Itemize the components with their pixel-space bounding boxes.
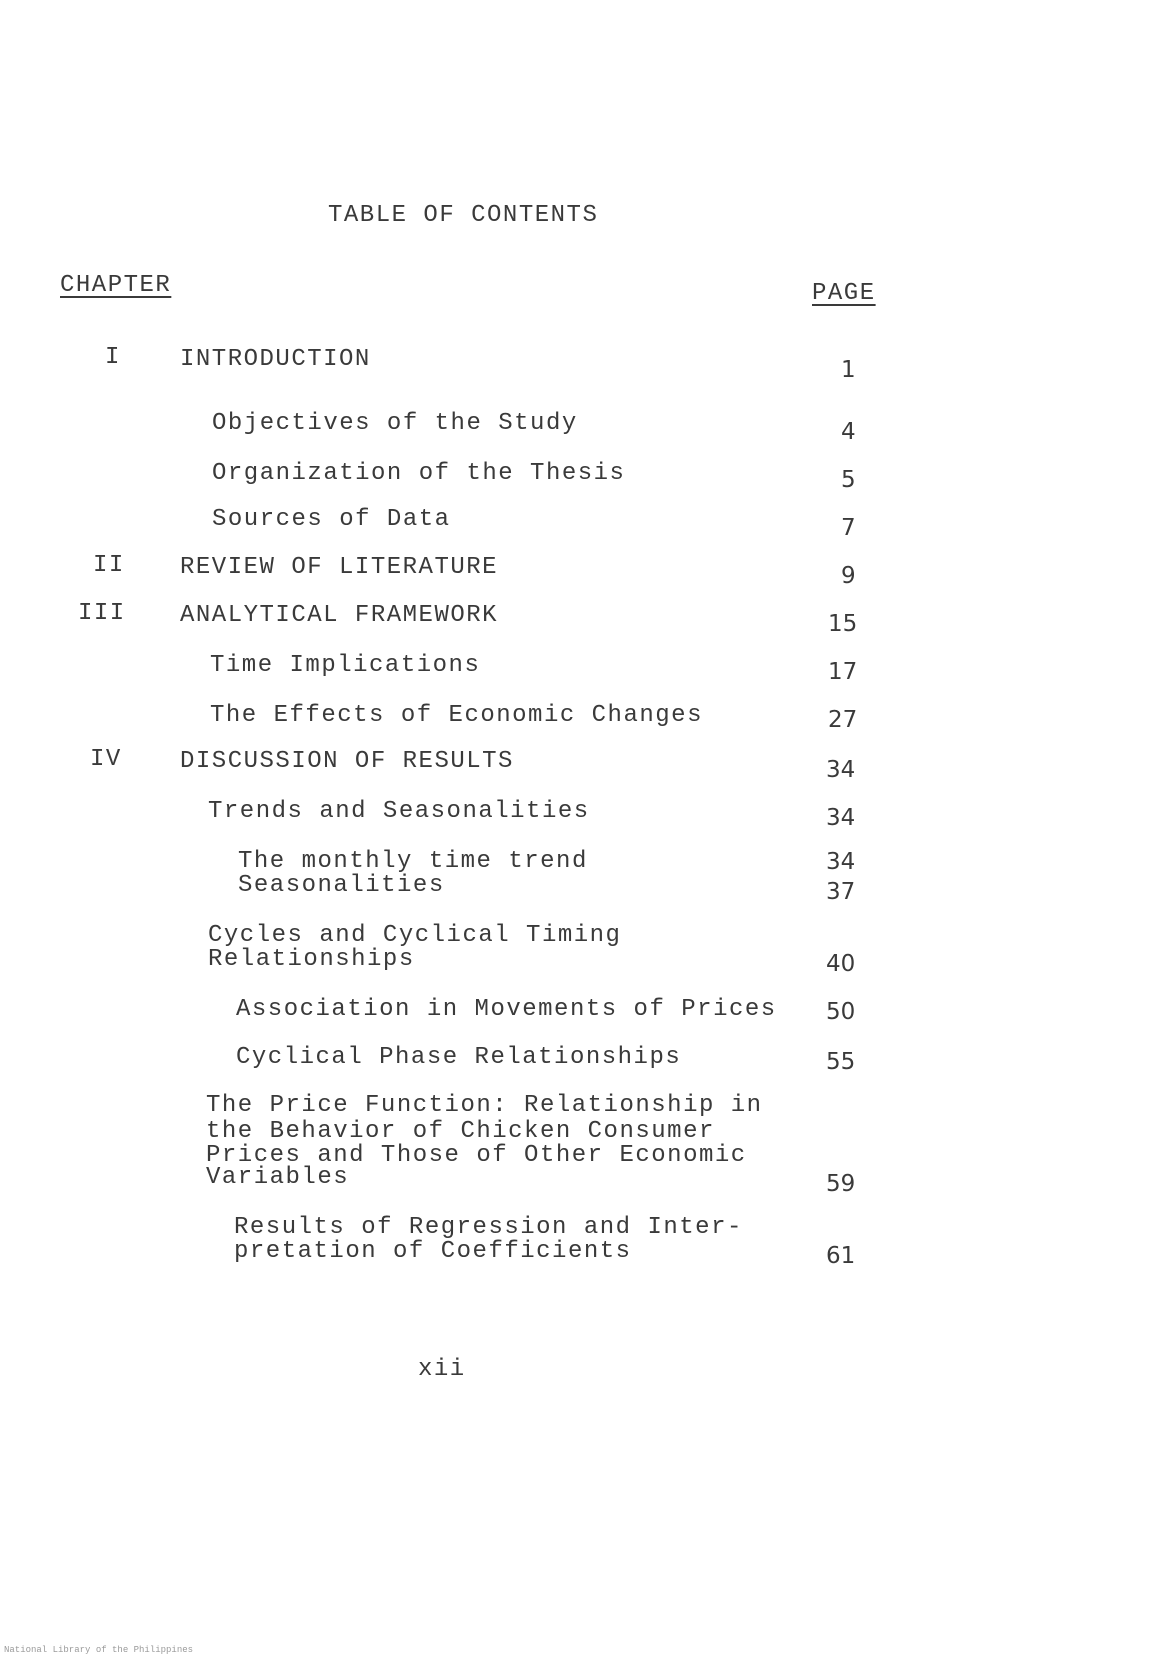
- toc-entry-page: 7: [841, 515, 856, 541]
- toc-entry-title: Organization of the Thesis: [212, 460, 626, 487]
- toc-entry-title: DISCUSSION OF RESULTS: [180, 748, 514, 775]
- toc-entry-title: The monthly time trend: [238, 848, 588, 875]
- page-title: TABLE OF CONTENTS: [328, 202, 599, 229]
- toc-entry-page: 61: [826, 1243, 856, 1269]
- chapter-number: II: [93, 552, 125, 579]
- toc-entry-title: Objectives of the Study: [212, 410, 578, 437]
- toc-entry-title: Trends and Seasonalities: [208, 798, 590, 825]
- toc-entry-title: the Behavior of Chicken Consumer: [206, 1118, 715, 1145]
- toc-entry-page: 34: [826, 757, 856, 783]
- toc-entry-title: Variables: [206, 1164, 350, 1191]
- toc-entry-title: Prices and Those of Other Economic: [206, 1142, 747, 1169]
- toc-entry-page: 59: [826, 1171, 856, 1197]
- toc-entry-title: The Effects of Economic Changes: [210, 702, 703, 729]
- toc-entry-page: 34: [826, 849, 856, 875]
- toc-entry-title: Seasonalities: [238, 872, 445, 899]
- toc-entry-page: 55: [826, 1049, 856, 1075]
- toc-entry-page: 5: [841, 467, 856, 493]
- page-column-header: PAGE: [812, 280, 876, 307]
- toc-entry-page: 34: [826, 805, 856, 831]
- toc-entry-page: 15: [828, 611, 858, 637]
- toc-entry-title: Association in Movements of Prices: [236, 996, 777, 1023]
- toc-entry-page: 37: [826, 879, 856, 905]
- chapter-number: IV: [90, 746, 122, 773]
- page-number: xii: [418, 1356, 466, 1383]
- chapter-number: I: [105, 344, 121, 371]
- toc-entry-title: REVIEW OF LITERATURE: [180, 554, 499, 581]
- toc-entry-title: ANALYTICAL FRAMEWORK: [180, 602, 499, 629]
- chapter-column-header: CHAPTER: [60, 272, 172, 299]
- toc-entry-title: Time Implications: [210, 652, 481, 679]
- toc-entry-page: 17: [828, 659, 858, 685]
- toc-entry-title: pretation of Coefficients: [234, 1238, 632, 1265]
- toc-entry-title: INTRODUCTION: [180, 346, 371, 373]
- toc-entry-title: The Price Function: Relationship in: [206, 1092, 763, 1119]
- toc-entry-page: 1: [841, 357, 856, 383]
- toc-entry-page: 50: [826, 999, 856, 1025]
- toc-entry-title: Results of Regression and Inter-: [234, 1214, 743, 1241]
- chapter-number: III: [78, 600, 126, 627]
- toc-entry-page: 9: [841, 563, 856, 589]
- toc-entry-page: 4: [841, 419, 856, 445]
- toc-entry-title: Cyclical Phase Relationships: [236, 1044, 682, 1071]
- toc-entry-page: 40: [826, 951, 856, 977]
- toc-entry-page: 27: [828, 707, 858, 733]
- toc-entry-title: Relationships: [208, 946, 415, 973]
- footer-text: National Library of the Philippines: [4, 1645, 194, 1655]
- toc-entry-title: Sources of Data: [212, 506, 451, 533]
- toc-entry-title: Cycles and Cyclical Timing: [208, 922, 622, 949]
